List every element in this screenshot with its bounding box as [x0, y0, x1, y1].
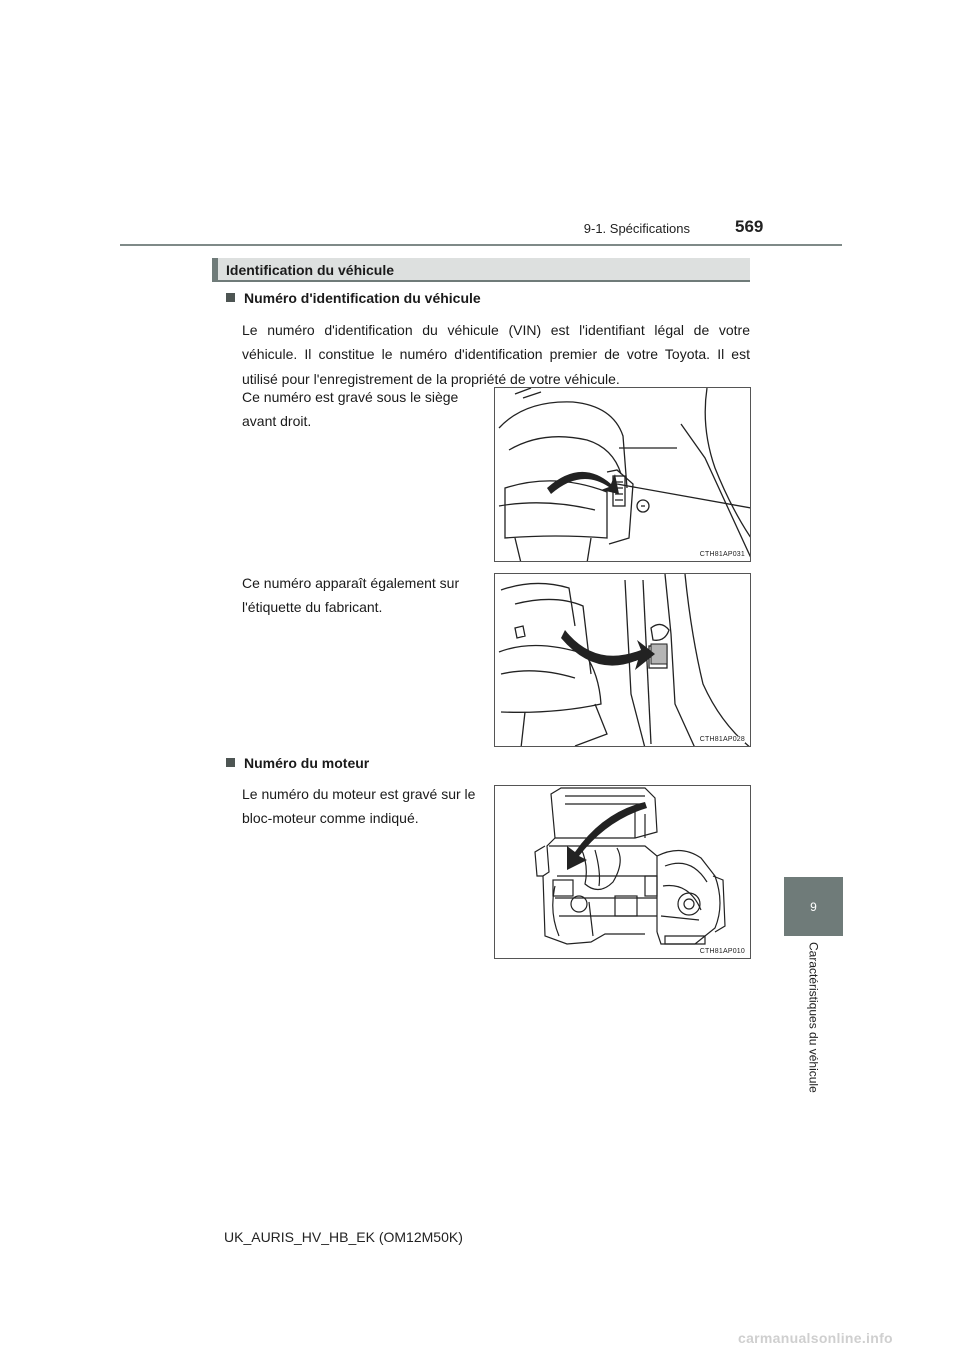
figure-engine-number	[494, 785, 751, 959]
engine-block-illustration	[495, 786, 751, 959]
section-title: Identification du véhicule	[226, 262, 395, 278]
engine-heading-text: Numéro du moteur	[244, 755, 370, 771]
watermark-logo: carmanualsonline.info	[738, 1330, 893, 1346]
page-number: 569	[735, 217, 764, 236]
section-heading-bar	[212, 258, 750, 282]
vin-location-2: Ce numéro apparaît également sur l'étiquette du fabricant.	[242, 575, 460, 616]
engine-location-paragraph: Le numéro du moteur est gravé sur le bloc-moteur comme indiqué.	[242, 786, 476, 827]
vin-location-1: Ce numéro est gravé sous le siège avant droit.	[242, 389, 459, 430]
pointer-arrow-icon	[561, 630, 655, 670]
seat-floor-illustration	[495, 388, 751, 562]
figure-2-code: CTH81AP028	[699, 736, 745, 743]
door-pillar-illustration	[495, 574, 751, 747]
figure-vin-under-seat	[494, 387, 751, 562]
vin-intro-paragraph: Le numéro d'identification du véhicule (VIN) est l'identifiant légal de votre véhicule. Il constitue le numéro d'identification premier de votre Toyota. Il est utilisé pour l'enregistrement de la propriété de votre véhicule.	[242, 322, 750, 387]
footer-document-code: UK_AURIS_HV_HB_EK (OM12M50K)	[224, 1229, 463, 1245]
chapter-tab	[784, 877, 843, 936]
pointer-arrow-icon	[547, 472, 619, 494]
figure-3-code: CTH81AP010	[699, 948, 745, 955]
square-bullet-icon	[226, 758, 235, 767]
vin-subheading	[226, 290, 481, 306]
header-section-title: 9-1. Spécifications	[583, 221, 690, 236]
figure-manufacturer-label	[494, 573, 751, 747]
chapter-number: 9	[810, 899, 817, 914]
engine-subheading	[226, 755, 369, 771]
header-rule	[120, 244, 842, 246]
chapter-title: Caractéristiques du véhicule	[806, 942, 821, 1093]
vin-heading-text: Numéro d'identification du véhicule	[244, 290, 481, 306]
square-bullet-icon	[226, 293, 235, 302]
figure-1-code: CTH81AP031	[699, 551, 745, 558]
chapter-side-label	[784, 936, 843, 1136]
